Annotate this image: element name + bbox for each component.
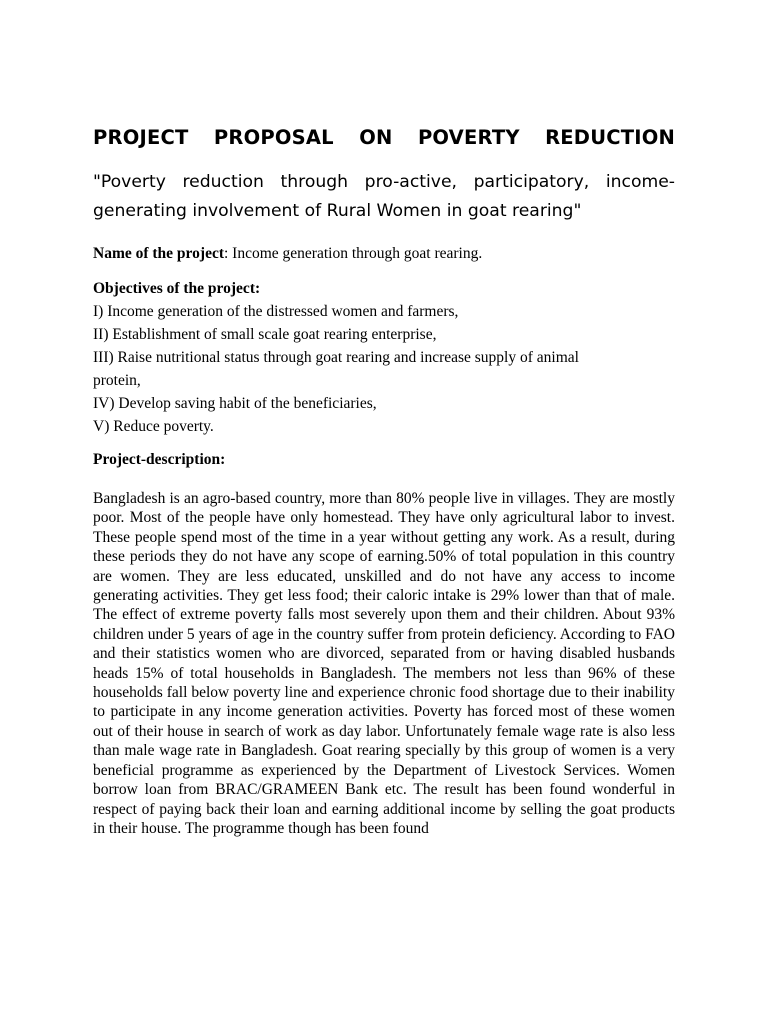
document-page <box>93 124 675 838</box>
project-name-value: : Income generation through goat rearing. <box>224 245 483 262</box>
description-body: Bangladesh is an agro-based country, more than 80% people live in villages. They are mostly poor. Most of the people have only homestead. They have only agricultural labor to invest. These people spend most of the time in a year without getting any work. As a result, during these periods they do not have any scope of earning.50% of total population in this country are women. They are less educated, unskilled and do not have any access to income generating activities. They get less food; their caloric intake is 29% lower than that of male. The effect of extreme poverty falls most severely upon them and their children. About 93% children under 5 years of age in the country suffer from protein deficiency. According to FAO and their statistics women who are divorced, separated from or having disabled husbands heads 15% of total households in Bangladesh. The members not less than 96% of these households fall below poverty line and experience chronic food shortage due to their inability to participate in any income generation activities. Poverty has forced most of these women out of their house in search of work as day labor. Unfortunately female wage rate is also less than male wage rate in Bangladesh. Goat rearing specially by this group of women is a very beneficial programme as experienced by the Department of Livestock Services. Women borrow loan from BRAC/GRAMEEN Bank etc. The result has been found wonderful in respect of paying back their loan and earning additional income by selling the goat products in their house. The programme though has been found <box>93 490 675 837</box>
project-name-label: Name of the project <box>93 245 224 262</box>
document-title: PROJECT PROPOSAL ON POVERTY REDUCTION <box>93 126 675 149</box>
objectives-list <box>93 300 675 438</box>
objectives-heading: Objectives of the project: <box>93 280 261 297</box>
description-heading: Project-description: <box>93 451 226 468</box>
objective-item: III) Raise nutritional status through goat rearing and increase supply of animal protein, <box>93 349 579 389</box>
objective-item: II) Establishment of small scale goat rearing enterprise, <box>93 326 437 343</box>
objective-item: IV) Develop saving habit of the beneficiaries, <box>93 395 377 412</box>
objective-item: I) Income generation of the distressed women and farmers, <box>93 303 459 320</box>
document-subtitle: "Poverty reduction through pro-active, participatory, income- generating involvement of Rural Women in goat rearing" <box>93 172 675 221</box>
objective-item: V) Reduce poverty. <box>93 418 214 435</box>
project-name-line <box>93 242 675 265</box>
